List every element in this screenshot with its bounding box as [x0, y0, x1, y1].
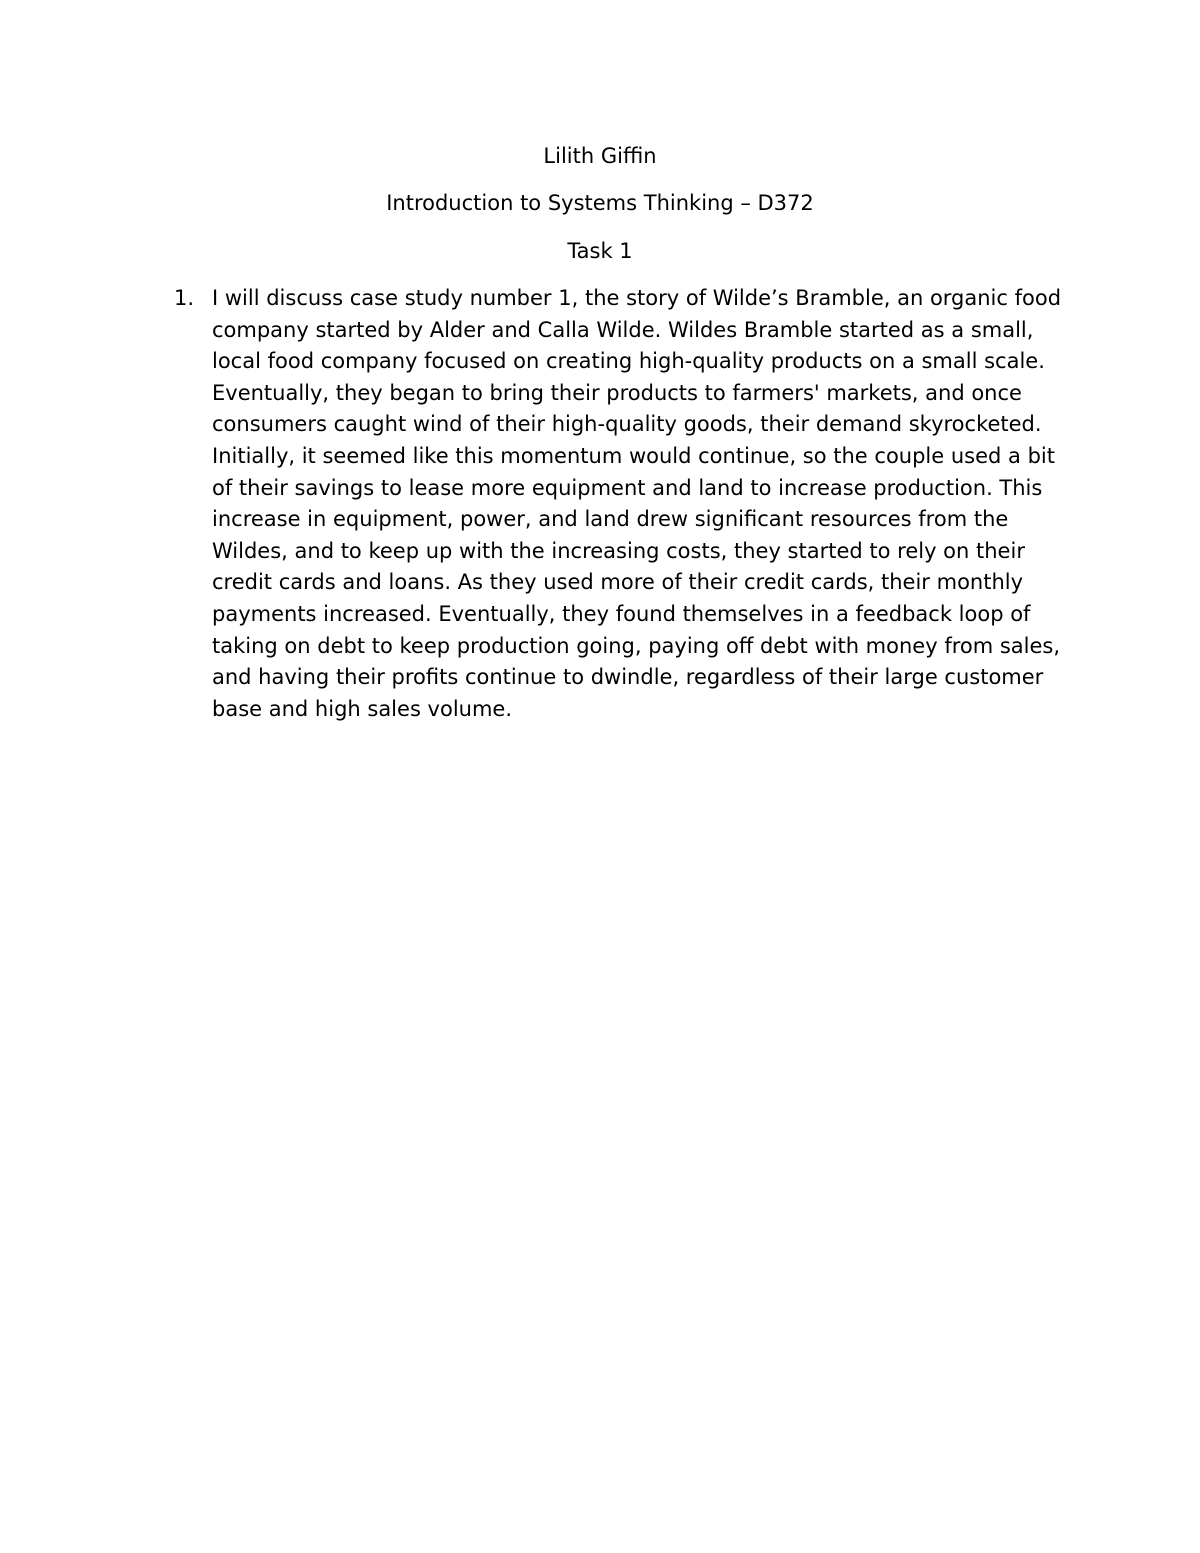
- numbered-list: [174, 283, 1074, 725]
- author-name: Lilith Giffin: [543, 144, 657, 168]
- list-item: [174, 283, 1074, 725]
- list-item-text: I will discuss case study number 1, the story of Wilde’s Bramble, an organic food company started by Alder and Calla Wilde. Wildes Bramble started as a small, local food company focused on creating high-quality products on a small scale. Eventually, they began to bring their products to farmers' markets, and once consumers caught wind of their high-quality goods, their demand skyrocketed. Initially, it seemed like this momentum would continue, so the couple used a bit of their savings to lease more equipment and land to increase production. This increase in equipment, power, and land drew significant resources from the Wildes, and to keep up with the increasing costs, they started to rely on their credit cards and loans. As they used more of their credit cards, their monthly payments increased. Eventually, they found themselves in a feedback loop of taking on debt to keep production going, paying off debt with money from sales, and having their profits continue to dwindle, regardless of their large customer base and high sales volume.: [212, 286, 1062, 721]
- task-title: Task 1: [567, 239, 633, 263]
- course-title: Introduction to Systems Thinking – D372: [386, 191, 814, 215]
- list-item-number: 1.: [174, 286, 195, 310]
